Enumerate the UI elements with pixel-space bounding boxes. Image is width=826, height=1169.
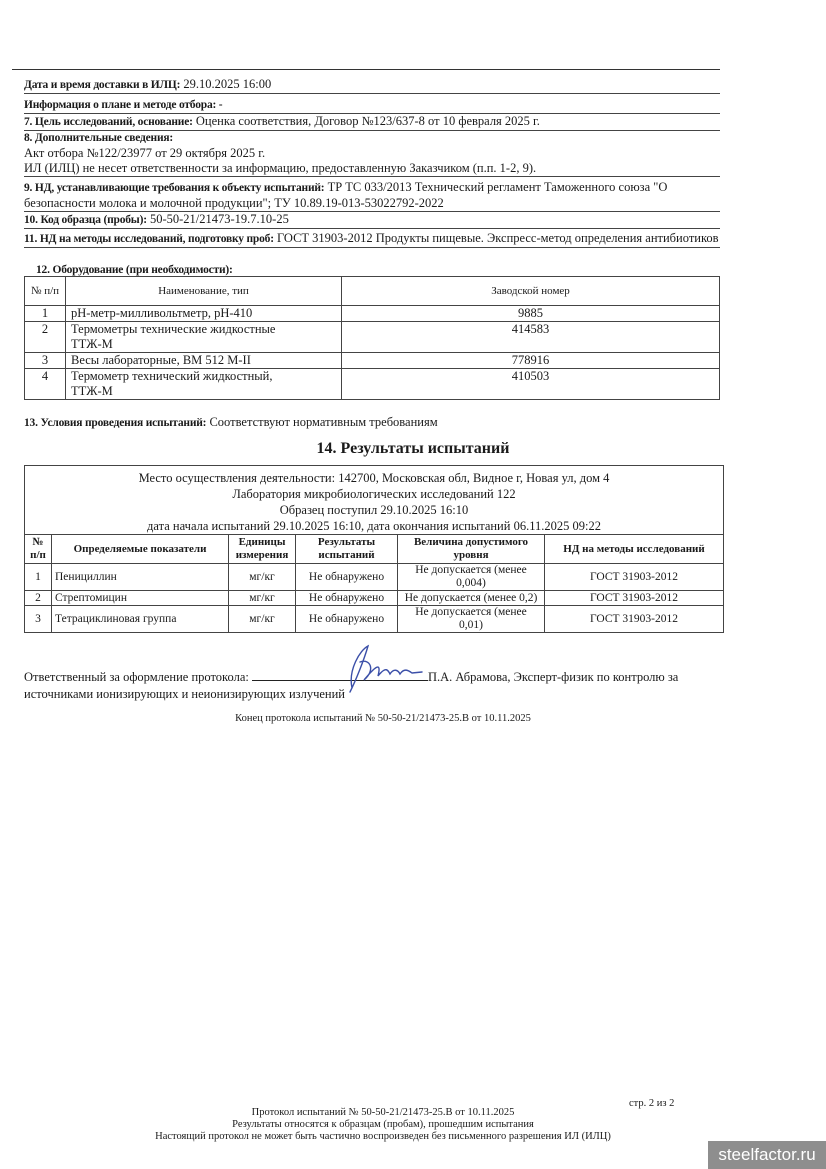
results-header-limit: Величина допустимого уровня (398, 535, 545, 564)
requirements-field (24, 180, 720, 212)
purpose-field (24, 114, 720, 131)
result-unit: мг/кг (229, 591, 296, 606)
equipment-number: 2 (25, 322, 66, 353)
equipment-name: Весы лабораторные, ВМ 512 М-II (66, 353, 342, 369)
additional-line-1: Акт отбора №122/23977 от 29 октября 2025 г. (24, 146, 266, 160)
results-row (25, 591, 724, 606)
equipment-row (25, 369, 720, 400)
sampling-info-label: Информация о плане и методе отбора: - (24, 99, 223, 111)
equipment-row (25, 306, 720, 322)
results-header-result: Результаты испытаний (296, 535, 398, 564)
equipment-name: Термометры технические жидкостные ТТЖ-М (66, 322, 342, 353)
equipment-number: 4 (25, 369, 66, 400)
activity-location: Место осуществления деятельности: 142700, Московская обл, Видное г, Новая ул, дом 4 (138, 471, 610, 485)
result-limit: Не допускается (менее 0,2) (398, 591, 545, 606)
delivery-label: Дата и время доставки в ИЛЦ: (24, 79, 181, 91)
responsible-label: Ответственный за оформление протокола: (24, 670, 249, 684)
results-header-row (25, 535, 724, 564)
result-unit: мг/кг (229, 564, 296, 591)
conditions-label: 13. Условия проведения испытаний: (24, 417, 207, 429)
results-header-unit: Единицы измерения (229, 535, 296, 564)
methods-label: 11. НД на методы исследований, подготовку проб: (24, 233, 274, 245)
results-title: 14. Результаты испытаний (316, 440, 510, 457)
result-unit: мг/кг (229, 606, 296, 633)
results-table (24, 465, 724, 633)
top-divider (12, 69, 720, 70)
footer-protocol: Протокол испытаний № 50-50-21/21473-25.В от 10.11.2025 (251, 1107, 515, 1118)
sampling-info-field (24, 97, 720, 114)
sample-received: Образец поступил 29.10.2025 16:10 (279, 503, 469, 517)
footer-reproduction-note: Настоящий протокол не может быть частично воспроизведен без письменного разрешения ИЛ (ИЛЦ) (155, 1131, 611, 1142)
equipment-header-row (25, 277, 720, 306)
result-value: Не обнаружено (296, 591, 398, 606)
methods-value: ГОСТ 31903-2012 Продукты пищевые. Экспресс-метод определения антибиотиков (273, 231, 719, 245)
responsible-person: П.А. Абрамова, Эксперт-физик по контролю за источниками ионизирующих и неионизирующих излучений (24, 670, 679, 701)
purpose-value: Оценка соответствия, Договор №123/637-8 от 10 февраля 2025 г. (192, 114, 540, 128)
testing-dates: дата начала испытаний 29.10.2025 16:10, дата окончания испытаний 06.11.2025 09:22 (147, 519, 601, 533)
equipment-row (25, 353, 720, 369)
watermark-badge: steelfactor.ru (708, 1141, 826, 1169)
results-header-number: № п/п (25, 535, 52, 564)
equipment-header-number: № п/п (25, 277, 66, 306)
conditions-field (24, 415, 720, 431)
result-number: 2 (25, 591, 52, 606)
result-number: 3 (25, 606, 52, 633)
sample-code-field (24, 212, 720, 229)
additional-field (24, 131, 720, 177)
results-header-indicator: Определяемые показатели (52, 535, 229, 564)
sample-code-value: 50-50-21/21473-19.7.10-25 (146, 212, 289, 226)
equipment-serial: 778916 (342, 353, 720, 369)
purpose-label: 7. Цель исследований, основание: (24, 116, 193, 128)
result-limit: Не допускается (менее 0,01) (398, 606, 545, 633)
requirements-value: ТР ТС 033/2013 Технический регламент Таможенного союза "О безопасности молока и молочной продукции"; ТУ 10.89.19-013-53022792-2022 (24, 180, 668, 210)
conditions-value: Соответствуют нормативным требованиям (206, 415, 438, 429)
page-number: стр. 2 из 2 (629, 1098, 675, 1109)
footer-results-note: Результаты относятся к образцам (пробам), прошедшим испытания (232, 1119, 534, 1130)
equipment-header-name: Наименование, тип (66, 277, 342, 306)
result-indicator: Стрептомицин (52, 591, 229, 606)
results-info (25, 466, 724, 535)
equipment-table (24, 276, 720, 400)
results-row (25, 606, 724, 633)
equipment-serial: 414583 (342, 322, 720, 353)
result-method: ГОСТ 31903-2012 (545, 564, 724, 591)
equipment-name: pH-метр-милливольтметр, pH-410 (66, 306, 342, 322)
equipment-serial: 410503 (342, 369, 720, 400)
sample-code-label: 10. Код образца (пробы): (24, 214, 147, 226)
equipment-row (25, 322, 720, 353)
requirements-label: 9. НД, устанавливающие требования к объекту испытаний: (24, 182, 325, 194)
equipment-serial: 9885 (342, 306, 720, 322)
result-limit: Не допускается (менее 0,004) (398, 564, 545, 591)
result-indicator: Тетрациклиновая группа (52, 606, 229, 633)
equipment-header-serial: Заводской номер (342, 277, 720, 306)
equipment-number: 3 (25, 353, 66, 369)
results-info-row (25, 466, 724, 535)
laboratory-name: Лаборатория микробиологических исследований 122 (232, 487, 516, 501)
footer (0, 1107, 766, 1143)
result-value: Не обнаружено (296, 606, 398, 633)
results-row (25, 564, 724, 591)
additional-label: 8. Дополнительные сведения: (24, 132, 174, 144)
end-of-protocol: Конец протокола испытаний № 50-50-21/21473-25.В от 10.11.2025 (235, 713, 531, 724)
methods-field (24, 231, 720, 248)
additional-line-2: ИЛ (ИЛЦ) не несет ответственности за информацию, предоставленную Заказчиком (п.п. 1-2, 9). (24, 161, 537, 175)
delivery-value: 29.10.2025 16:00 (180, 77, 272, 91)
delivery-field (24, 77, 720, 94)
result-indicator: Пенициллин (52, 564, 229, 591)
result-value: Не обнаружено (296, 564, 398, 591)
result-method: ГОСТ 31903-2012 (545, 591, 724, 606)
result-method: ГОСТ 31903-2012 (545, 606, 724, 633)
equipment-heading: 12. Оборудование (при необходимости): (36, 264, 233, 276)
signature-icon (330, 640, 430, 700)
result-number: 1 (25, 564, 52, 591)
equipment-name: Термометр технический жидкостный, ТТЖ-М (66, 369, 342, 400)
equipment-number: 1 (25, 306, 66, 322)
results-header-method: НД на методы исследований (545, 535, 724, 564)
